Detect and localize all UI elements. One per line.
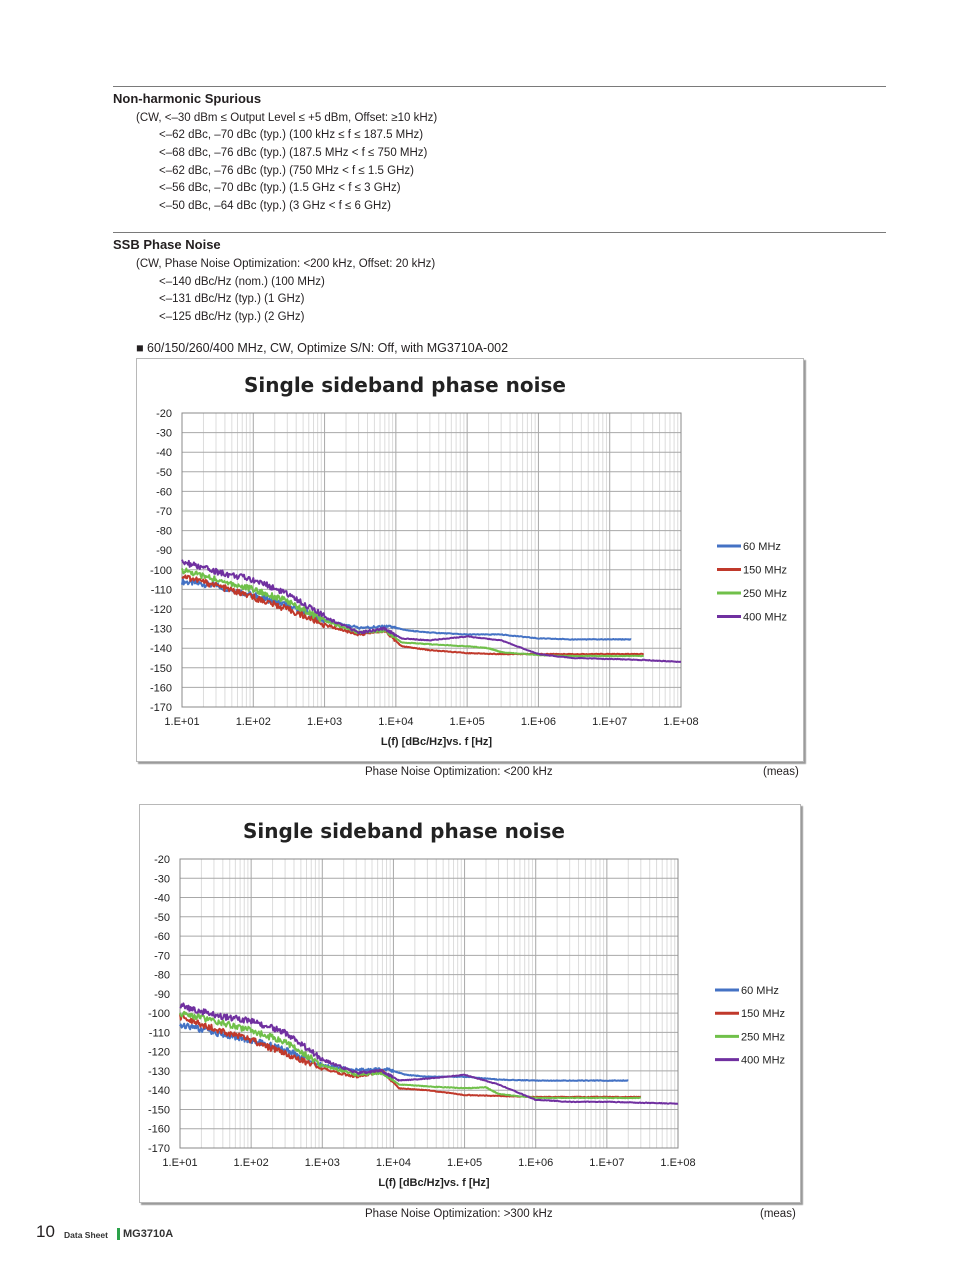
condition-spurious: (CW, <–30 dBm ≤ Output Level ≤ +5 dBm, Offset: ≥10 kHz) [136,112,438,124]
y-tick-label: -170 [147,1143,170,1155]
x-tick-label: 1.E+05 [446,1157,483,1169]
x-tick-label: 1.E+04 [375,1157,412,1169]
y-tick-label: -90 [156,545,172,558]
spec-line: <–50 dBc, –64 dBc (typ.) (3 GHz < f ≤ 6 GHz) [159,200,391,212]
x-axis-label: L(f) [dBc/Hz]vs. f [Hz] [378,1177,490,1189]
y-tick-label: -40 [156,447,172,460]
legend-label: 250 MHz [741,1031,786,1044]
rule-phase-noise [113,232,886,233]
rule-spurious [113,86,886,87]
y-tick-label: -140 [147,1085,170,1098]
legend-label: 60 MHz [741,985,779,997]
legend-label: 250 MHz [743,588,788,600]
heading-spurious: Non-harmonic Spurious [113,91,262,106]
y-tick-label: -50 [154,911,170,924]
y-tick-label: -40 [154,892,170,905]
x-tick-label: 1.E+04 [378,716,414,728]
y-tick-label: -120 [147,1046,170,1059]
spec-line: <–62 dBc, –70 dBc (typ.) (100 kHz ≤ f ≤ 187.5 MHz) [159,129,424,141]
y-tick-label: -160 [149,682,172,695]
caption-chart-1: Phase Noise Optimization: <200 kHz [365,766,553,778]
y-tick-label: -60 [154,931,170,944]
spec-line: <–62 dBc, –76 dBc (typ.) (750 MHz < f ≤ 1.5 GHz) [159,165,414,177]
x-tick-label: 1.E+01 [162,1157,198,1169]
x-tick-label: 1.E+02 [235,716,271,728]
phase-noise-chart-2 [140,805,800,1202]
x-tick-label: 1.E+02 [233,1157,269,1169]
legend-label: 60 MHz [743,541,781,553]
footer-doc-type: Data Sheet [64,1230,108,1240]
y-tick-label: -30 [156,427,172,440]
phase-noise-chart-1 [137,359,803,761]
legend-label: 150 MHz [741,1008,786,1021]
spec-line: <–131 dBc/Hz (typ.) (1 GHz) [159,293,305,305]
caption-chart-2: Phase Noise Optimization: >300 kHz [365,1208,553,1220]
spec-line: <–140 dBc/Hz (nom.) (100 MHz) [159,276,325,288]
x-tick-label: 1.E+03 [306,716,343,728]
y-tick-label: -120 [149,604,172,616]
y-tick-label: -70 [156,506,172,518]
chart-title: Single sideband phase noise [243,819,565,843]
x-axis-label: L(f) [dBc/Hz]vs. f [Hz] [380,736,493,748]
y-tick-label: -70 [154,950,170,963]
y-tick-label: -130 [149,623,172,636]
spec-line: <–56 dBc, –70 dBc (typ.) (1.5 GHz < f ≤ 3 GHz) [159,182,401,194]
series-line-250-mhz [180,1012,641,1098]
y-tick-label: -150 [147,1104,170,1117]
heading-phase-noise: SSB Phase Noise [113,237,221,252]
x-tick-label: 1.E+06 [520,716,557,728]
y-tick-label: -20 [156,408,172,420]
footer-model: MG3710A [123,1228,174,1240]
spec-line: <–125 dBc/Hz (typ.) (2 GHz) [159,311,305,323]
y-tick-label: -150 [149,662,172,675]
x-tick-label: 1.E+08 [663,716,699,728]
chart-frame-2 [139,804,801,1203]
legend-label: 150 MHz [743,564,788,577]
y-tick-label: -110 [150,584,172,597]
y-tick-label: -100 [149,564,172,577]
x-tick-label: 1.E+06 [518,1157,554,1169]
x-tick-label: 1.E+05 [449,716,485,728]
grid [180,859,678,1148]
x-tick-label: 1.E+01 [164,716,200,728]
y-tick-label: -80 [156,525,172,538]
grid [182,413,681,707]
y-tick-label: -30 [154,873,170,886]
caption-meas-2: (meas) [760,1208,796,1220]
spec-line: <–68 dBc, –76 dBc (typ.) (187.5 MHz < f ≤ 750 MHz) [159,147,428,159]
y-tick-label: -50 [156,466,172,479]
y-tick-label: -20 [154,854,170,866]
y-tick-label: -80 [154,969,170,982]
page-number: 10 [36,1222,55,1241]
x-tick-label: 1.E+07 [592,716,628,728]
y-tick-label: -130 [147,1065,170,1078]
y-tick-label: -160 [147,1123,170,1136]
chart-frame-1 [136,358,804,762]
y-tick-label: -170 [149,702,172,714]
y-tick-label: -100 [147,1008,170,1021]
x-tick-label: 1.E+03 [304,1157,340,1169]
condition-phase-noise: (CW, Phase Noise Optimization: <200 kHz, Offset: 20 kHz) [136,258,436,270]
chart-title: Single sideband phase noise [244,373,566,397]
y-tick-label: -90 [154,988,170,1001]
legend-label: 400 MHz [743,611,788,624]
footer-accent-bar [117,1228,120,1240]
y-tick-label: -60 [156,486,172,499]
chart-group-title: ■ 60/150/260/400 MHz, CW, Optimize S/N: Off, with MG3710A-002 [136,341,509,355]
legend-label: 400 MHz [741,1054,786,1067]
caption-meas-1: (meas) [763,766,799,778]
y-tick-label: -110 [148,1027,170,1040]
y-tick-label: -140 [149,643,172,656]
x-tick-label: 1.E+08 [660,1157,696,1169]
x-tick-label: 1.E+07 [589,1157,625,1169]
